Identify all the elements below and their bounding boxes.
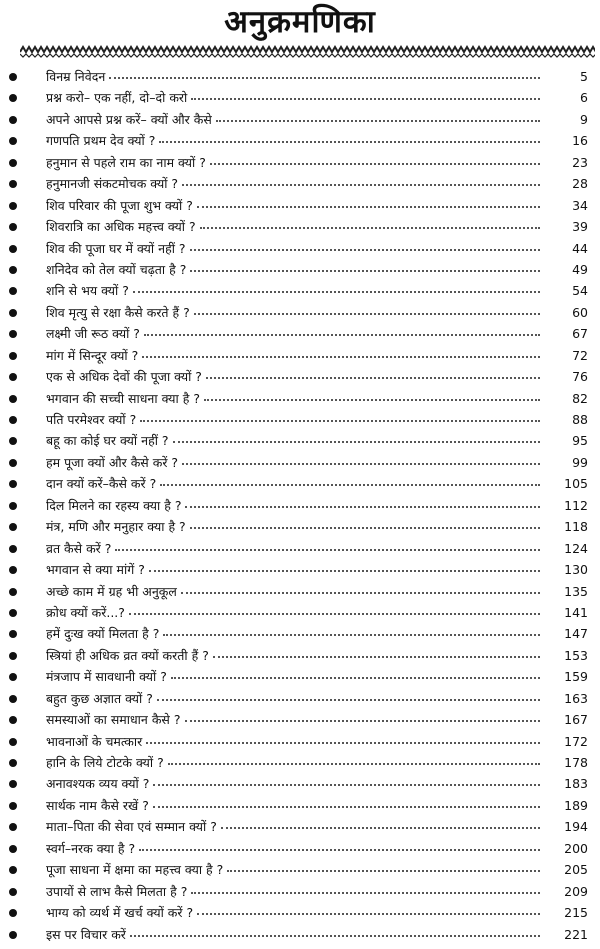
bullet-icon [9, 780, 17, 788]
toc-entry-page: 82 [544, 388, 588, 409]
dot-leader [153, 806, 540, 808]
bullet-icon [9, 480, 17, 488]
toc-entry-page: 49 [544, 259, 588, 280]
toc-entry [0, 709, 600, 730]
toc-entry-page: 124 [544, 538, 588, 559]
toc-entry [0, 924, 600, 945]
dot-leader [206, 377, 540, 379]
dot-leader [171, 677, 540, 679]
dot-leader [190, 270, 540, 272]
toc-entry-page: 153 [544, 645, 588, 666]
toc-entry [0, 666, 600, 687]
bullet-icon [9, 673, 17, 681]
toc-entry-page: 183 [544, 773, 588, 794]
bullet-icon [9, 716, 17, 724]
toc-entry-page: 44 [544, 238, 588, 259]
toc-entry-title: मंत्र, मणि और मनुहार क्या है ? [46, 519, 186, 535]
toc-entry-title: मंत्रजाप में सावधानी क्यों ? [46, 669, 167, 685]
toc-entry [0, 302, 600, 323]
dot-leader [216, 120, 540, 122]
toc-entry-title: हनुमान से पहले राम का नाम क्यों ? [46, 154, 206, 170]
bullet-icon [9, 330, 17, 338]
bullet-icon [9, 180, 17, 188]
toc-entry-page: 60 [544, 302, 588, 323]
bullet-icon [9, 931, 17, 939]
toc-entry [0, 366, 600, 387]
toc-entry [0, 623, 600, 644]
dot-leader [190, 527, 540, 529]
toc-entry-page: 28 [544, 173, 588, 194]
toc-entry [0, 66, 600, 87]
toc-entry-page: 95 [544, 430, 588, 451]
toc-entry-title: हनुमानजी संकटमोचक क्यों ? [46, 176, 179, 192]
bullet-icon [9, 888, 17, 896]
bullet-icon [9, 909, 17, 917]
dot-leader [133, 291, 540, 293]
toc-entry [0, 130, 600, 151]
toc-entry-page: 147 [544, 623, 588, 644]
toc-entry [0, 752, 600, 773]
dot-leader [181, 592, 540, 594]
toc-entry-title: शनिदेव को तेल क्यों चढ़ता है ? [46, 261, 187, 277]
toc-entry-page: 167 [544, 709, 588, 730]
dot-leader [191, 98, 540, 100]
bullet-icon [9, 395, 17, 403]
toc-entry [0, 409, 600, 430]
toc-entry-page: 209 [544, 881, 588, 902]
decorative-divider [20, 44, 595, 60]
toc-entry-title: दिल मिलने का रहस्य क्या है ? [46, 497, 182, 513]
bullet-icon [9, 609, 17, 617]
dot-leader [146, 742, 540, 744]
toc-entry-page: 76 [544, 366, 588, 387]
bullet-icon [9, 202, 17, 210]
page-title: अनुक्रमणिका [224, 4, 376, 40]
toc-entry-page: 9 [544, 109, 588, 130]
bullet-icon [9, 866, 17, 874]
dot-leader [160, 484, 540, 486]
bullet-icon [9, 738, 17, 746]
dot-leader [210, 163, 540, 165]
toc-entry-title: मांग में सिन्दूर क्यों ? [46, 347, 139, 363]
toc-entry-page: 130 [544, 559, 588, 580]
dot-leader [182, 184, 540, 186]
toc-entry-title: बहुत कुछ अज्ञात क्यों ? [46, 690, 153, 706]
toc-entry-title: व्रत कैसे करें ? [46, 540, 112, 556]
dot-leader [168, 763, 540, 765]
toc-entry-title: भगवान की सच्ची साधना क्या है ? [46, 390, 200, 406]
dot-leader [182, 463, 540, 465]
toc-entry-title: गणपति प्रथम देव क्यों ? [46, 133, 156, 149]
toc-entry-title: इस पर विचार करें [46, 926, 126, 942]
toc-entry [0, 388, 600, 409]
toc-entry-page: 163 [544, 688, 588, 709]
toc-entry-title: शिव परिवार की पूजा शुभ क्यों ? [46, 197, 193, 213]
toc-entry [0, 109, 600, 130]
toc-entry-title: पूजा साधना में क्षमा का महत्त्व क्या है ? [46, 862, 224, 878]
bullet-icon [9, 287, 17, 295]
toc-entry-page: 5 [544, 66, 588, 87]
toc-entry-title: हमें दुःख क्यों मिलता है ? [46, 626, 160, 642]
toc-entry [0, 688, 600, 709]
toc-entry [0, 795, 600, 816]
dot-leader [130, 935, 540, 937]
toc-entry-title: भगवान से क्या मांगें ? [46, 562, 145, 578]
dot-leader [213, 656, 540, 658]
toc-entry-title: एक से अधिक देवों की पूजा क्यों ? [46, 369, 202, 385]
toc-entry-title: समस्याओं का समाधान कैसे ? [46, 712, 181, 728]
toc-entry-page: 23 [544, 152, 588, 173]
dot-leader [200, 227, 540, 229]
toc-entry-page: 34 [544, 195, 588, 216]
toc-entry [0, 559, 600, 580]
toc-entry [0, 238, 600, 259]
bullet-icon [9, 73, 17, 81]
bullet-icon [9, 759, 17, 767]
toc-entry-page: 99 [544, 452, 588, 473]
toc-entry-page: 159 [544, 666, 588, 687]
dot-leader [190, 249, 540, 251]
toc-entry [0, 173, 600, 194]
dot-leader [159, 141, 540, 143]
bullet-icon [9, 652, 17, 660]
toc-entry-page: 200 [544, 838, 588, 859]
bullet-icon [9, 502, 17, 510]
bullet-icon [9, 630, 17, 638]
toc-entry-title: प्रश्न करो– एक नहीं, दो–दो करो [46, 90, 188, 106]
toc-entry-title: अपने आपसे प्रश्न करें– क्यों और कैसे [46, 111, 212, 127]
toc-entry-title: विनम्र निवेदन [46, 69, 106, 84]
toc-entry-page: 141 [544, 602, 588, 623]
dot-leader [157, 699, 540, 701]
toc-entry-page: 194 [544, 816, 588, 837]
toc-entry-page: 135 [544, 581, 588, 602]
toc-entry-title: शिवरात्रि का अधिक महत्त्व क्यों ? [46, 219, 196, 235]
bullet-icon [9, 416, 17, 424]
bullet-icon [9, 566, 17, 574]
toc-entry [0, 902, 600, 923]
toc-entry [0, 430, 600, 451]
bullet-icon [9, 373, 17, 381]
bullet-icon [9, 823, 17, 831]
toc-entry-page: 105 [544, 473, 588, 494]
dot-leader [194, 313, 540, 315]
dot-leader [173, 441, 540, 443]
toc-entry-title: शनि से भय क्यों ? [46, 283, 129, 299]
toc-entry-page: 189 [544, 795, 588, 816]
toc-entry-page: 215 [544, 902, 588, 923]
toc-entry-page: 72 [544, 345, 588, 366]
bullet-icon [9, 266, 17, 274]
bullet-icon [9, 437, 17, 445]
bullet-icon [9, 352, 17, 360]
bullet-icon [9, 845, 17, 853]
bullet-icon [9, 695, 17, 703]
bullet-icon [9, 137, 17, 145]
dot-leader [163, 634, 540, 636]
toc-entry [0, 345, 600, 366]
toc-entry [0, 581, 600, 602]
toc-entry-title: लक्ष्मी जी रूठ क्यों ? [46, 326, 140, 342]
toc-entry-title: भावनाओं के चमत्कार [46, 733, 143, 749]
toc-entry [0, 216, 600, 237]
dot-leader [185, 720, 540, 722]
toc-entry-page: 205 [544, 859, 588, 880]
toc-entry-title: उपायों से लाभ कैसे मिलता है ? [46, 883, 188, 899]
toc-entry [0, 516, 600, 537]
toc-entry-page: 88 [544, 409, 588, 430]
toc-entry-title: हम पूजा क्यों और कैसे करें ? [46, 454, 179, 470]
dot-leader [153, 784, 540, 786]
dot-leader [109, 77, 540, 79]
dot-leader [142, 356, 540, 358]
toc-entry-page: 118 [544, 516, 588, 537]
toc-entry-title: दान क्यों करें–कैसे करें ? [46, 476, 157, 492]
dot-leader [149, 570, 540, 572]
toc-entry-page: 6 [544, 87, 588, 108]
toc-entry-title: हानि के लिये टोटके क्यों ? [46, 755, 164, 770]
toc-entry [0, 87, 600, 108]
toc-entry-title: अच्छे काम में ग्रह भी अनुकूल [46, 583, 177, 599]
bullet-icon [9, 459, 17, 467]
bullet-icon [9, 94, 17, 102]
bullet-icon [9, 588, 17, 596]
toc-entry [0, 602, 600, 623]
dot-leader [185, 506, 540, 508]
toc-entry-title: स्वर्ग–नरक क्या है ? [46, 840, 136, 856]
toc-entry [0, 452, 600, 473]
bullet-icon [9, 116, 17, 124]
toc-entry-title: बहू का कोई घर क्यों नहीं ? [46, 433, 169, 449]
toc-entry-title: स्त्रियां ही अधिक व्रत क्यों करती हैं ? [46, 647, 209, 663]
toc-entry [0, 773, 600, 794]
dot-leader [197, 913, 540, 915]
toc-entry-page: 172 [544, 731, 588, 752]
toc-entry-title: शिव की पूजा घर में क्यों नहीं ? [46, 240, 186, 256]
table-of-contents [0, 66, 600, 945]
toc-entry [0, 152, 600, 173]
bullet-icon [9, 523, 17, 531]
toc-entry-page: 221 [544, 924, 588, 945]
dot-leader [115, 549, 540, 551]
toc-entry [0, 259, 600, 280]
toc-entry-title: भाग्य को व्यर्थ में खर्च क्यों करें ? [46, 905, 194, 921]
bullet-icon [9, 802, 17, 810]
toc-entry-title: शिव मृत्यु से रक्षा कैसे करते हैं ? [46, 304, 190, 320]
dot-leader [204, 399, 540, 401]
toc-entry-page: 16 [544, 130, 588, 151]
toc-entry-title: क्रोध क्यों करें...? [46, 604, 125, 620]
toc-entry [0, 495, 600, 516]
toc-entry [0, 280, 600, 301]
toc-entry-page: 178 [544, 752, 588, 773]
bullet-icon [9, 159, 17, 167]
toc-entry [0, 731, 600, 752]
dot-leader [227, 870, 540, 872]
toc-entry-title: माता–पिता की सेवा एवं सम्मान क्यों ? [46, 819, 217, 835]
bullet-icon [9, 245, 17, 253]
toc-entry [0, 838, 600, 859]
dot-leader [197, 206, 540, 208]
dot-leader [139, 849, 540, 851]
toc-entry [0, 323, 600, 344]
toc-entry-page: 54 [544, 280, 588, 301]
toc-entry [0, 473, 600, 494]
toc-entry [0, 538, 600, 559]
toc-entry [0, 881, 600, 902]
dot-leader [144, 334, 540, 336]
bullet-icon [9, 545, 17, 553]
toc-entry [0, 195, 600, 216]
bullet-icon [9, 223, 17, 231]
dot-leader [191, 892, 540, 894]
bullet-icon [9, 309, 17, 317]
dot-leader [221, 827, 540, 829]
toc-entry-title: सार्थक नाम कैसे रखें ? [46, 797, 149, 813]
toc-entry-page: 112 [544, 495, 588, 516]
toc-entry-title: पति परमेश्वर क्यों ? [46, 412, 137, 427]
dot-leader [140, 420, 540, 422]
dot-leader [129, 613, 540, 615]
toc-entry [0, 816, 600, 837]
toc-entry-title: अनावश्यक व्यय क्यों ? [46, 776, 150, 792]
toc-entry-page: 67 [544, 323, 588, 344]
toc-entry [0, 859, 600, 880]
toc-entry [0, 645, 600, 666]
toc-entry-page: 39 [544, 216, 588, 237]
